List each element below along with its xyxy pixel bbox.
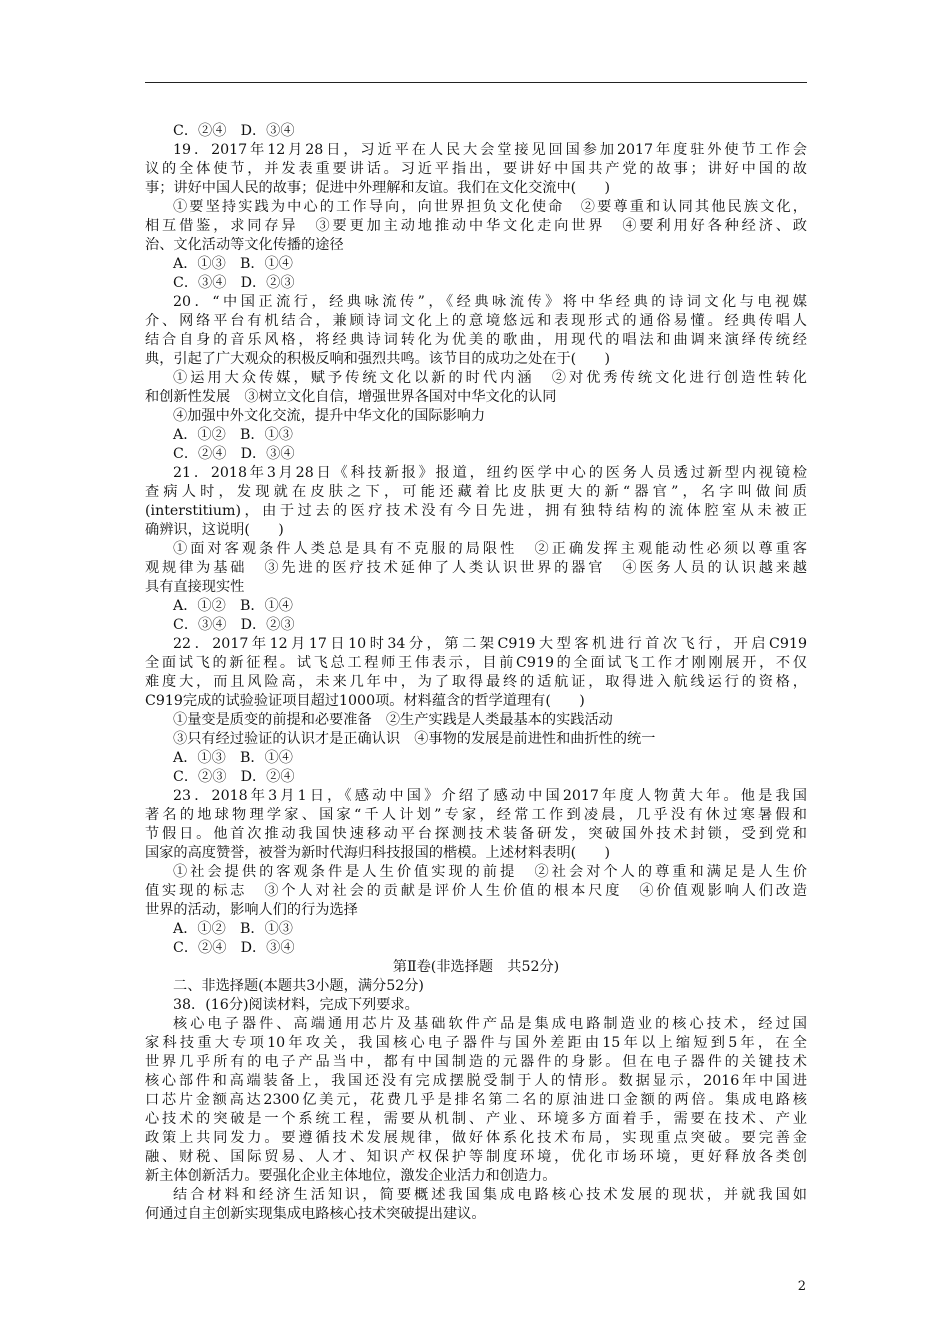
text-line: C．③④ D．②③ <box>173 275 295 291</box>
text-line: C．②③ D．②④ <box>173 769 295 785</box>
text-line: 国家的高度赞誉，被誉为新时代海归科技报国的楷模。上述材料表明( ) <box>145 845 611 861</box>
text-line: C919完成的试验验证项目超过1000项。材料蕴含的哲学道理有( ) <box>145 693 585 709</box>
text-line: 难度大，而且风险高，未来几年中，为了取得最终的适航证，取得进入航线运行的资格， <box>145 674 807 690</box>
text-line: 22．2017年12月17日10时34分，第二架C919大型客机进行首次飞行，开启C919 <box>173 636 807 652</box>
header-rule <box>145 82 807 83</box>
text-line: 和创新性发展 ③树立文化自信，增强世界各国对中华文化的认同 <box>145 389 557 405</box>
text-line: ①量变是质变的前提和必要准备 ②生产实践是人类最基本的实践活动 <box>173 712 613 728</box>
text-line: ①要坚持实践为中心的工作导向，向世界担负文化使命 ②要尊重和认同其他民族文化， <box>173 199 807 215</box>
text-line: 核心电子器件、高端通用芯片及基础软件产品是集成电路制造业的核心技术，经过国 <box>173 1016 807 1032</box>
text-line: A．①② B．①④ <box>173 598 293 614</box>
text-line: 议的全体使节，并发表重要讲话。习近平指出，要讲好中国共产党的故事；讲好中国的故 <box>145 161 807 177</box>
document-body <box>145 122 807 1224</box>
text-line: 38．(16分)阅读材料，完成下列要求。 <box>173 997 419 1013</box>
text-line: 著名的地球物理学家、国家“千人计划”专家，经常工作到凌晨，几乎没有休过寒暑假和 <box>145 807 807 823</box>
page-number: 2 <box>797 1279 806 1294</box>
text-line: C．③④ D．②③ <box>173 617 295 633</box>
text-line: 节假日。他首次推动我国快速移动平台探测技术装备研发，突破国外技术封锁，受到党和 <box>145 826 807 842</box>
text-line: A．①② B．①③ <box>173 921 293 937</box>
text-line: 政策上共同发力。要遵循技术发展规律，做好体系化技术布局，实现重点突破。要完善金 <box>145 1130 807 1146</box>
text-line: 结合自身的音乐风格，将经典诗词转化为优美的歌曲，用现代的唱法和曲调来演绎传统经 <box>145 332 807 348</box>
text-line: 新主体创新活力。要强化企业主体地位，激发企业活力和创造力。 <box>145 1168 557 1184</box>
text-line: 口芯片金额高达2300亿美元，花费几乎是排名第二名的原油进口金额的两倍。集成电路核 <box>145 1092 807 1108</box>
text-line: 具有直接现实性 <box>145 579 245 595</box>
text-line: ①社会提供的客观条件是人生价值实现的前提 ②社会对个人的尊重和满足是人生价 <box>173 864 807 880</box>
text-line: C．②④ D．③④ <box>173 123 295 139</box>
text-line: 事；讲好中国人民的故事；促进中外理解和友谊。我们在文化交流中( ) <box>145 180 611 196</box>
text-line: 何通过自主创新实现集成电路核心技术突破提出建议。 <box>145 1206 486 1222</box>
text-line: 值实现的标志 ③个人对社会的贡献是评价人生价值的根本尺度 ④价值观影响人们改造 <box>145 883 807 899</box>
text-line: A．①② B．①③ <box>173 427 293 443</box>
text-line: C．②④ D．③④ <box>173 446 295 462</box>
text-line: ①面对客观条件人类总是具有不克服的局限性 ②正确发挥主观能动性必须以尊重客 <box>173 541 807 557</box>
text-line: 融、财税、国际贸易、人才、知识产权保护等制度环境，优化市场环境，更好释放各类创 <box>145 1149 807 1165</box>
text-line: 确辨识，这说明( ) <box>145 522 284 538</box>
text-line: C．②④ D．③④ <box>173 940 295 956</box>
text-line: 典，引起了广大观众的积极反响和强烈共鸣。该节目的成功之处在于( ) <box>145 351 611 367</box>
text-line: 观规律为基础 ③先进的医疗技术延伸了人类认识世界的器官 ④医务人员的认识越来越 <box>145 560 807 576</box>
text-line: A．①③ B．①④ <box>173 256 293 272</box>
text-line: 家科技重大专项10年攻关，我国核心电子器件与国外差距由15年以上缩短到5年，在全 <box>145 1035 807 1051</box>
text-line: 世界几乎所有的电子产品当中，都有中国制造的元器件的身影。但在电子器件的关键技术 <box>145 1054 807 1070</box>
text-line: 21．2018年3月28日《科技新报》报道，纽约医学中心的医务人员透过新型内视镜检 <box>173 465 807 481</box>
text-line: 治、文化活动等文化传播的途径 <box>145 237 344 253</box>
text-line: 结合材料和经济生活知识，简要概述我国集成电路核心技术发展的现状，并就我国如 <box>173 1187 807 1203</box>
text-line: (interstitium)，由于过去的医疗技术没有今日先进，拥有独特结构的流体腔室从未被正 <box>145 503 807 519</box>
text-line: 20．“中国正流行，经典咏流传”，《经典咏流传》将中华经典的诗词文化与电视媒 <box>173 294 807 310</box>
text-line: 心技术的突破是一个系统工程，需要从机制、产业、环境多方面着手，需要在技术、产业 <box>145 1111 807 1127</box>
text-line: 介、网络平台有机结合，兼顾诗词文化上的意境悠远和表现形式的通俗易懂。经典传唱人 <box>145 313 807 329</box>
text-line: 全面试飞的新征程。试飞总工程师王伟表示，目前C919的全面试飞工作才刚刚展开，不仅 <box>145 655 807 671</box>
text-line: ①运用大众传媒，赋予传统文化以新的时代内涵 ②对优秀传统文化进行创造性转化 <box>173 370 807 386</box>
text-line: 查病人时，发现就在皮肤之下，可能还藏着比皮肤更大的新“器官”，名字叫做间质 <box>145 484 807 500</box>
text-line: 相互借鉴，求同存异 ③要更加主动地推动中华文化走向世界 ④要利用好各种经济、政 <box>145 218 807 234</box>
text-line: 23．2018年3月1日，《感动中国》介绍了感动中国2017年度人物黄大年。他是我国 <box>173 788 807 804</box>
section-heading: 第Ⅱ卷(非选择题 共52分) <box>392 959 560 975</box>
text-line: A．①③ B．①④ <box>173 750 293 766</box>
text-line: ④加强中外文化交流，提升中华文化的国际影响力 <box>173 408 486 424</box>
text-line: 19．2017年12月28日，习近平在人民大会堂接见回国参加2017年度驻外使节工作会 <box>173 142 807 158</box>
text-line: ③只有经过验证的认识才是正确认识 ④事物的发展是前进性和曲折性的统一 <box>173 731 656 747</box>
text-line: 世界的活动，影响人们的行为选择 <box>145 902 358 918</box>
text-line: 二、非选择题(本题共3小题，满分52分) <box>173 978 424 994</box>
text-line: 核心部件和高端装备上，我国还没有完成摆脱受制于人的情形。数据显示，2016年中国进 <box>145 1073 807 1089</box>
